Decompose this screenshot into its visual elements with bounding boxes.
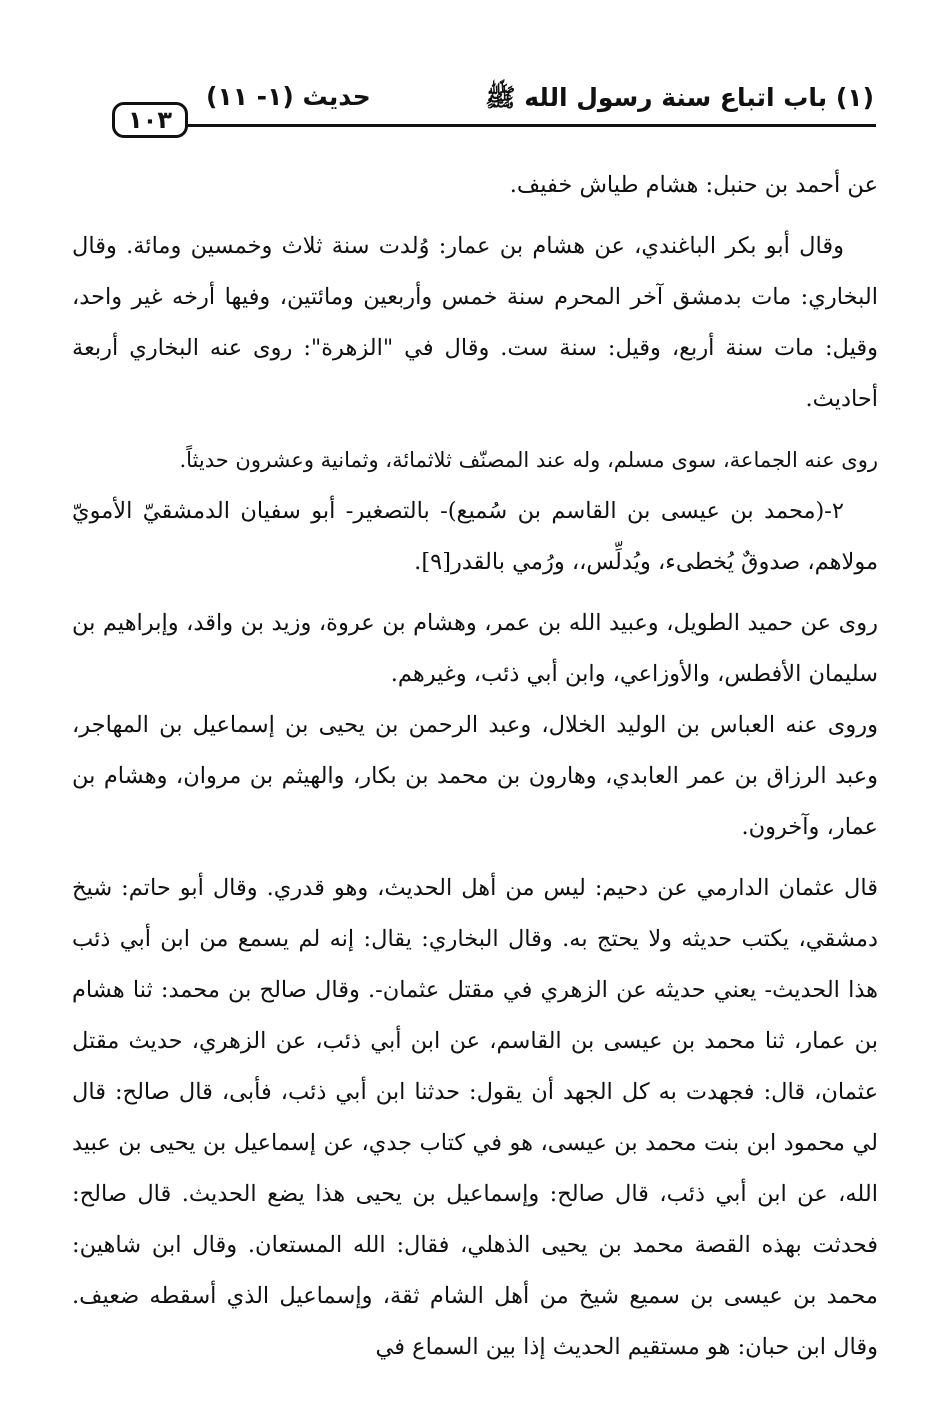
page-header — [112, 76, 882, 136]
paragraph: قال عثمان الدارمي عن دحيم: ليس من أهل الحديث، وهو قدري. وقال أبو حاتم: شيخ دمشقي، يكتب حديثه ولا يحتج به. وقال البخاري: يقال: إنه لم يسمع من ابن أبي ذئب هذا الحديث- يعني حديثه عن الزهري في مقتل عثمان-. وقال صالح بن محمد: ثنا هشام بن عمار، ثنا محمد بن عيسى بن القاسم، عن ابن أبي ذئب، عن الزهري، حديث مقتل عثمان، قال: فجهدت به كل الجهد أن يقول: حدثنا ابن أبي ذئب، فأبى، قال صالح: قال لي محمود ابن بنت محمد بن عيسى، هو في كتاب جدي، عن إسماعيل بن يحيى بن عبيد الله، عن ابن أبي ذئب، قال صالح: وإسماعيل بن يحيى هذا يضع الحديث. قال صالح: فحدثت بهذه القصة محمد بن يحيى الذهلي، فقال: الله المستعان. وقال ابن شاهين: محمد بن عيسى بن سميع شيخ من أهل الشام ثقة، وإسماعيل الذي أسقطه ضعيف. وقال ابن حبان: هو مستقيم الحديث إذا بين السماع في — [72, 875, 878, 1360]
hadith-range: حديث (١- ١١) — [206, 82, 371, 111]
page-body — [72, 160, 878, 1373]
paragraph: وروى عنه العباس بن الوليد الخلال، وعبد الرحمن بن يحيى بن إسماعيل بن المهاجر، وعبد الرزاق بن عمر العابدي، وهارون بن محمد بن بكار، والهيثم بن مروان، وهشام بن عمار، وآخرون. — [72, 712, 878, 840]
header-divider — [182, 124, 876, 127]
page-number: ١٠٣ — [112, 102, 188, 138]
paragraph: عن أحمد بن حنبل: هشام طياش خفيف. — [509, 172, 878, 198]
paragraph: روى عنه الجماعة، سوى مسلم، وله عند المصنّف ثلاثمائة، وثمانية وعشرون حديثاً. — [179, 448, 878, 472]
paragraph: روى عن حميد الطويل، وعبيد الله بن عمر، وهشام بن عروة، وزيد بن واقد، وإبراهيم بن سليمان الأفطس، والأوزاعي، وابن أبي ذئب، وغيرهم. — [72, 610, 878, 687]
chapter-title: (١) باب اتباع سنة رسول الله ﷺ — [485, 83, 874, 112]
paragraph: وقال أبو بكر الباغندي، عن هشام بن عمار: وُلدت سنة ثلاث وخمسين ومائة. وقال البخاري: مات بدمشق آخر المحرم سنة خمس وأربعين ومائتين، وفيها أرخه غير واحد، وقيل: مات سنة أربع، وقيل: سنة ست. وقال في "الزهرة": روى عنه البخاري أربعة أحاديث. — [72, 233, 878, 412]
paragraph: ٢-(محمد بن عيسى بن القاسم بن سُميع)- بالتصغير- أبو سفيان الدمشقيّ الأمويّ مولاهم، صدوقٌ يُخطىء، ويُدلِّس،، ورُمي بالقدر[٩]. — [72, 498, 878, 575]
